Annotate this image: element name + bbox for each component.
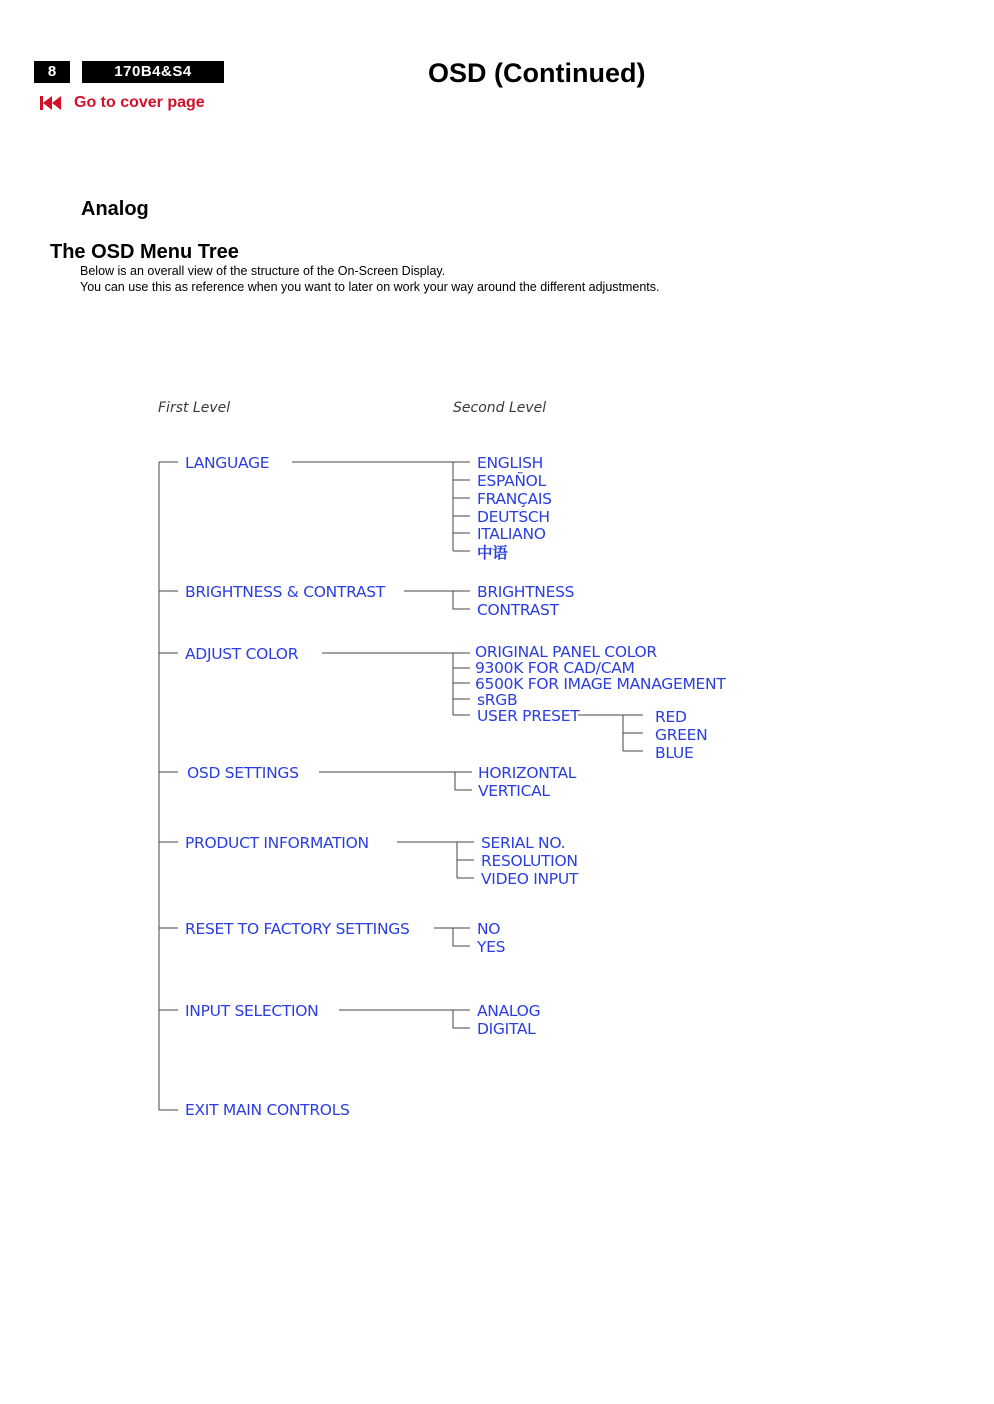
submenu-item: RESOLUTION [481,852,578,870]
submenu-item: ORIGINAL PANEL COLOR [475,643,657,661]
intro-text: You can use this as reference when you want to later on work your way around the different adjustments. [80,280,660,294]
submenu-item: USER PRESET [477,707,580,725]
first-level-label: First Level [158,400,231,416]
menu-item-exit-main-controls: EXIT MAIN CONTROLS [185,1101,350,1119]
submenu-item: HORIZONTAL [478,764,577,782]
menu-item-input-selection: INPUT SELECTION [185,1002,319,1020]
menu-tree-heading: The OSD Menu Tree [50,241,239,263]
submenu-item: 9300K FOR CAD/CAM [475,659,635,677]
submenu-item: BRIGHTNESS [477,583,575,601]
submenu-item: DIGITAL [477,1020,536,1038]
third-level-item: RED [655,708,687,726]
submenu-item: 6500K FOR IMAGE MANAGEMENT [475,675,726,693]
menu-item-language: LANGUAGE [185,454,270,472]
submenu-item: sRGB [477,691,518,709]
submenu-item: YES [477,938,506,956]
submenu-item: ANALOG [477,1002,541,1020]
submenu-item: VERTICAL [478,782,550,800]
model-badge: 170B4&S4 [82,61,224,83]
second-level-label: Second Level [453,400,547,416]
submenu-item: CONTRAST [477,601,559,619]
submenu-item: ESPAÑOL [477,472,546,490]
third-level-item: BLUE [655,744,694,762]
submenu-item: NO [477,920,501,938]
menu-item-reset-factory-settings: RESET TO FACTORY SETTINGS [185,920,410,938]
menu-item-product-information: PRODUCT INFORMATION [185,834,369,852]
third-level-item: GREEN [655,726,708,744]
submenu-item: FRANÇAIS [477,490,552,508]
section-heading: Analog [81,198,149,220]
menu-item-brightness-contrast: BRIGHTNESS & CONTRAST [185,583,385,601]
submenu-item: 中语 [477,544,508,562]
page-number-badge: 8 [34,61,70,83]
submenu-item: ENGLISH [477,454,544,472]
submenu-item: DEUTSCH [477,508,550,526]
menu-item-adjust-color: ADJUST COLOR [185,645,299,663]
page-title: OSD (Continued) [428,58,646,88]
menu-item-osd-settings: OSD SETTINGS [187,764,299,782]
submenu-item: ITALIANO [477,525,546,543]
intro-text: Below is an overall view of the structure of the On-Screen Display. [80,264,446,278]
submenu-item: SERIAL NO. [481,834,566,852]
tree-trunk [159,462,178,1110]
submenu-item: VIDEO INPUT [481,870,579,888]
cover-link-label: Go to cover page [74,94,205,111]
